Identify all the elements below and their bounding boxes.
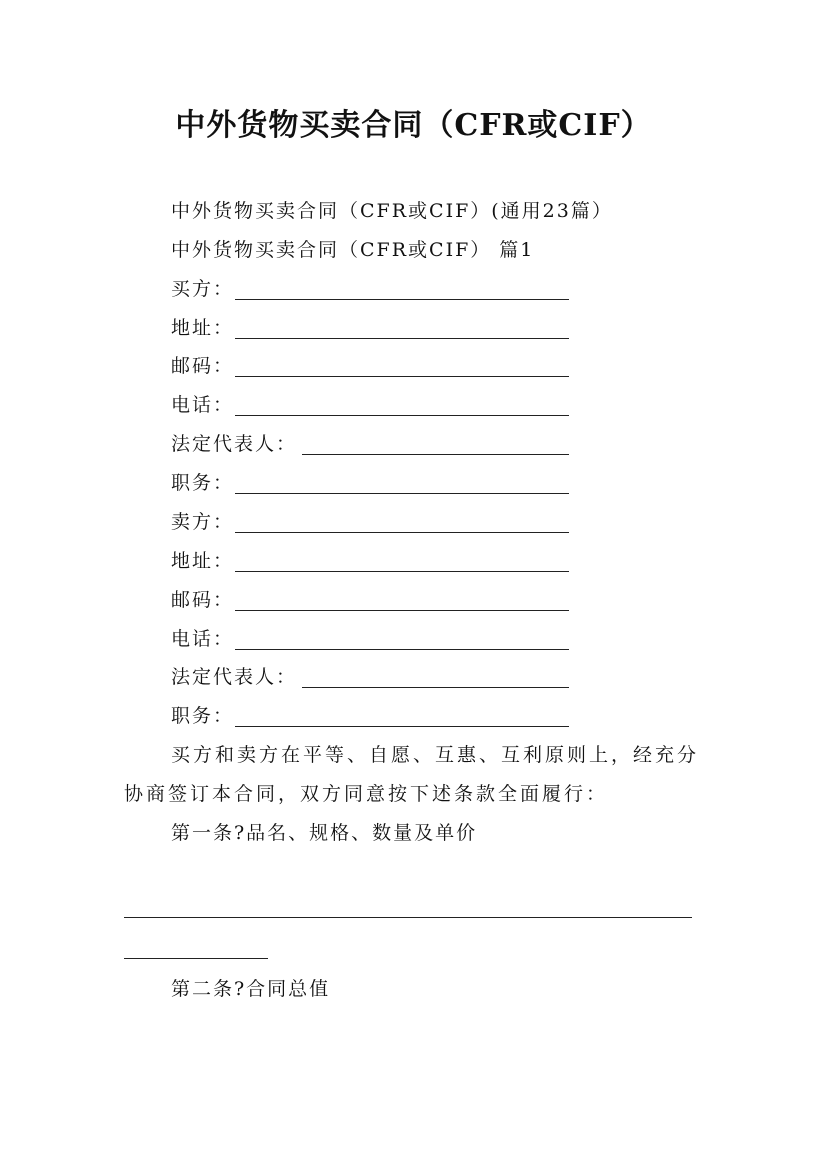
buyer-name-blank[interactable] <box>235 277 569 300</box>
document-subtitle: 中外货物买卖合同（CFR或CIF）(通用23篇） <box>171 200 613 222</box>
seller-postcode-label: 邮码： <box>171 589 235 611</box>
seller-position-blank[interactable] <box>235 704 569 727</box>
seller-name-label: 卖方： <box>171 511 235 533</box>
buyer-name-label: 买方： <box>171 278 235 300</box>
seller-address-blank[interactable] <box>235 549 569 572</box>
seller-address-label: 地址： <box>171 550 235 572</box>
section-heading: 中外货物买卖合同（CFR或CIF） 篇1 <box>171 239 535 261</box>
article-1-blank-line-2[interactable] <box>124 958 268 959</box>
buyer-postcode-label: 邮码： <box>171 355 235 377</box>
seller-legal-rep-label: 法定代表人： <box>171 666 298 688</box>
seller-phone-label: 电话： <box>171 628 235 650</box>
article-1-blank-line-1[interactable] <box>124 917 692 918</box>
buyer-phone-label: 电话： <box>171 394 235 416</box>
buyer-position-label: 职务： <box>171 472 235 494</box>
buyer-postcode-blank[interactable] <box>235 354 569 377</box>
seller-phone-blank[interactable] <box>235 627 569 650</box>
article-2-heading: 第二条?合同总值 <box>171 978 331 1000</box>
buyer-address-blank[interactable] <box>235 316 569 339</box>
intro-paragraph-line1: 买方和卖方在平等、自愿、互惠、互利原则上，经充分 <box>171 744 700 766</box>
article-1-heading: 第一条?品名、规格、数量及单价 <box>171 822 478 844</box>
buyer-legal-rep-label: 法定代表人： <box>171 433 298 455</box>
document-title: 中外货物买卖合同（CFR或CIF） <box>175 108 652 143</box>
seller-postcode-blank[interactable] <box>235 588 569 611</box>
buyer-position-blank[interactable] <box>235 471 569 494</box>
intro-paragraph-line2: 协商签订本合同，双方同意按下述条款全面履行： <box>124 783 609 805</box>
seller-position-label: 职务： <box>171 705 235 727</box>
seller-legal-rep-blank[interactable] <box>302 665 569 688</box>
seller-name-blank[interactable] <box>235 510 569 533</box>
buyer-legal-rep-blank[interactable] <box>302 432 569 455</box>
buyer-address-label: 地址： <box>171 317 235 339</box>
buyer-phone-blank[interactable] <box>235 393 569 416</box>
